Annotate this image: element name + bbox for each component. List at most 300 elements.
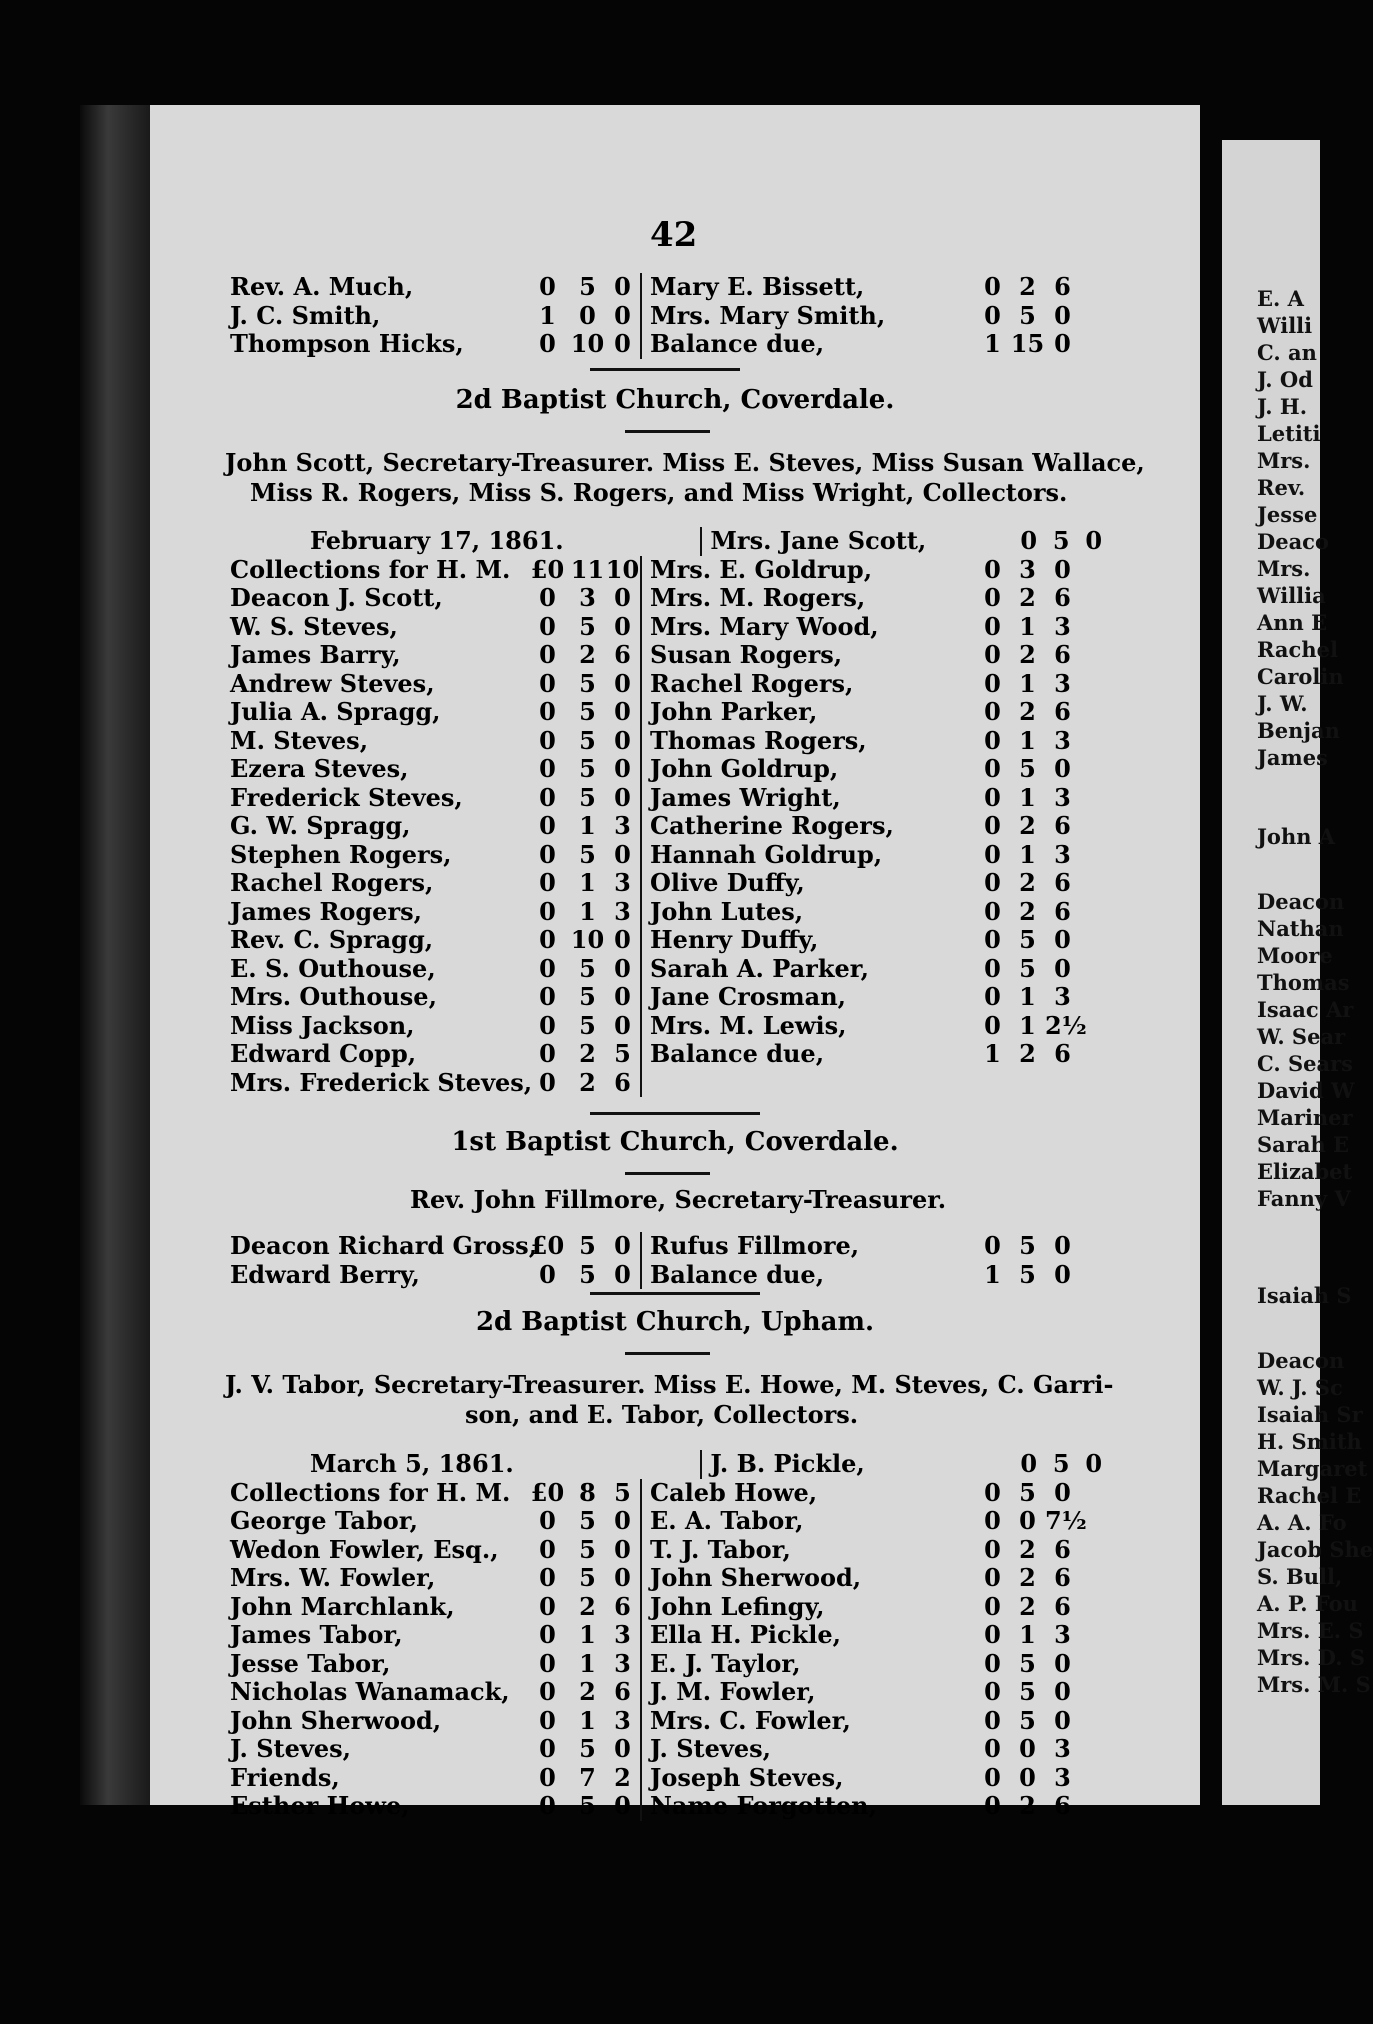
- adjacent-page-line: A. A. Fo: [1257, 1510, 1347, 1535]
- contributor-name: Mrs. Jane Scott,: [710, 526, 927, 555]
- table-row: [230, 698, 1110, 727]
- amount-pence: 6: [1054, 1791, 1071, 1820]
- amount-pounds: 0: [539, 1259, 556, 1289]
- contributor-name: Mrs. M. Lewis,: [650, 1010, 847, 1040]
- contributor-name: John Lutes,: [650, 896, 804, 926]
- amount-pounds: 0: [984, 925, 1001, 954]
- amount-pence: 6: [1054, 640, 1071, 669]
- amount-shillings: 2: [579, 1591, 596, 1621]
- amount-shillings: 5: [1019, 925, 1036, 954]
- amount-shillings: 2: [1019, 896, 1036, 926]
- amount-pence: 3: [614, 811, 631, 840]
- amount-pence: 5: [614, 1477, 631, 1507]
- amount-pence: 6: [1054, 896, 1071, 926]
- column-divider: [640, 584, 642, 613]
- collection-date: March 5, 1861.: [310, 1449, 514, 1478]
- amount-pounds: 0: [984, 583, 1001, 612]
- amount-pence: 6: [1054, 583, 1071, 612]
- amount-pence: 0: [614, 1010, 631, 1040]
- amount-pence: 3: [1054, 725, 1071, 755]
- amount-pounds: 0: [539, 1506, 556, 1535]
- contributor-name: J. B. Pickle,: [710, 1449, 865, 1478]
- contributor-name: Rev. A. Much,: [230, 272, 414, 301]
- adjacent-page-line: Deaco: [1257, 529, 1329, 554]
- contributor-name: Rufus Fillmore,: [650, 1231, 860, 1260]
- table-row: [230, 584, 1110, 613]
- amount-pence: 6: [1054, 1591, 1071, 1621]
- column-divider: [640, 727, 642, 756]
- contributor-name: Rachel Rogers,: [650, 668, 854, 698]
- contributor-name: Mrs. Frederick Steves,: [230, 1067, 533, 1097]
- contributor-name: Wedon Fowler, Esq.,: [230, 1534, 499, 1564]
- amount-pounds: 0: [539, 1591, 556, 1621]
- amount-shillings: 2: [1019, 272, 1036, 301]
- adjacent-page-line: Mrs. M. S: [1257, 1672, 1371, 1697]
- amount-pence: 10: [605, 554, 640, 584]
- amount-pounds: 0: [984, 1477, 1001, 1507]
- contributor-name: Caleb Howe,: [650, 1477, 818, 1507]
- amount-pence: 0: [614, 583, 631, 612]
- amount-pounds: 0: [984, 1677, 1001, 1706]
- amount-shillings: 1: [1019, 982, 1036, 1011]
- section-rule: [590, 368, 740, 371]
- amount-pounds: 0: [984, 953, 1001, 983]
- adjacent-page-line: Sarah E: [1257, 1132, 1350, 1157]
- table-row: [230, 1479, 1110, 1508]
- contributor-name: Balance due,: [650, 1039, 825, 1068]
- amount-pence: 6: [1054, 1534, 1071, 1564]
- amount-shillings: 1: [579, 896, 596, 926]
- section-officers: [225, 1370, 1125, 1430]
- amount-pounds: 0: [984, 1791, 1001, 1820]
- column-divider: [640, 755, 642, 784]
- contributor-name: Frederick Steves,: [230, 782, 463, 812]
- amount-pounds: 0: [539, 982, 556, 1011]
- amount-pence: 0: [1054, 1259, 1071, 1289]
- contributor-name: Mary E. Bissett,: [650, 272, 865, 301]
- amount-pence: 3: [1054, 1762, 1071, 1792]
- section-officers: Rev. John Fillmore, Secretary-Treasurer.: [410, 1185, 947, 1214]
- contributor-name: M. Steves,: [230, 725, 369, 755]
- adjacent-page-fragment: [1222, 140, 1373, 1805]
- amount-pence: 0: [614, 1534, 631, 1564]
- contributor-name: John Marchlank,: [230, 1591, 455, 1621]
- contributor-name: John Lefingy,: [650, 1591, 825, 1621]
- table-row: [230, 613, 1110, 642]
- amount-shillings: 1: [579, 811, 596, 840]
- amount-pounds: 0: [539, 583, 556, 612]
- amount-pounds: 0: [539, 1039, 556, 1068]
- amount-pounds: 0: [539, 1067, 556, 1097]
- adjacent-page-line: J. Od: [1257, 367, 1313, 392]
- adjacent-page-line: Letiti: [1257, 421, 1321, 446]
- adjacent-page-line: Willia: [1257, 583, 1326, 608]
- amount-pounds: 0: [539, 953, 556, 983]
- amount-pounds: 0: [539, 896, 556, 926]
- contributor-name: E. S. Outhouse,: [230, 953, 436, 983]
- contributor-name: Olive Duffy,: [650, 868, 805, 897]
- amount-pounds: 0: [539, 272, 556, 301]
- section-heading: 2d Baptist Church, Upham.: [475, 1307, 875, 1337]
- amount-pence: 0: [614, 668, 631, 698]
- column-divider: [640, 1593, 642, 1622]
- contributor-name: Edward Berry,: [230, 1259, 420, 1289]
- amount-pounds: 0: [539, 697, 556, 726]
- amount-pounds: 0: [984, 272, 1001, 301]
- amount-pence: 2½: [1045, 1010, 1087, 1040]
- contributor-name: Stephen Rogers,: [230, 839, 452, 869]
- amount-pounds: 0: [984, 725, 1001, 755]
- contributor-name: John Parker,: [650, 697, 818, 726]
- table-row: [230, 1040, 1110, 1069]
- column-divider: [640, 926, 642, 955]
- column-divider: [640, 841, 642, 870]
- adjacent-page-line: Benjan: [1257, 718, 1340, 743]
- amount-shillings: 5: [1052, 526, 1070, 555]
- amount-pence: 0: [1054, 1648, 1071, 1678]
- amount-shillings: 5: [1019, 1648, 1036, 1678]
- amount-pounds: 0: [984, 1563, 1001, 1592]
- contributor-name: Esther Howe,: [230, 1791, 410, 1820]
- contributor-name: James Barry,: [230, 640, 401, 669]
- amount-pence: 6: [1054, 272, 1071, 301]
- amount-pounds: £0: [530, 1231, 565, 1260]
- adjacent-page-line: Deacon: [1257, 889, 1345, 914]
- adjacent-page-line: Mrs.: [1257, 556, 1311, 581]
- amount-pence: 0: [614, 611, 631, 641]
- contributor-name: Mrs. M. Rogers,: [650, 583, 866, 612]
- column-divider: [640, 955, 642, 984]
- book-binding: [80, 105, 150, 1805]
- column-divider: [640, 1069, 642, 1098]
- officers-line: son, and E. Tabor, Collectors.: [465, 1400, 859, 1429]
- contributor-name: Hannah Goldrup,: [650, 839, 883, 869]
- amount-shillings: 2: [1019, 868, 1036, 897]
- contributor-name: Thompson Hicks,: [230, 329, 464, 358]
- table-row: [230, 1069, 1110, 1098]
- column-divider: [640, 330, 642, 359]
- contributor-name: Jane Crosman,: [650, 982, 846, 1011]
- amount-pence: 0: [614, 925, 631, 954]
- amount-pounds: 0: [539, 725, 556, 755]
- contributor-name: Deacon Richard Gross,: [230, 1231, 538, 1260]
- amount-pounds: 1: [984, 1259, 1001, 1289]
- amount-shillings: 3: [579, 583, 596, 612]
- amount-pence: 0: [614, 1563, 631, 1592]
- amount-pence: 6: [1054, 1039, 1071, 1068]
- amount-pence: 0: [614, 953, 631, 983]
- amount-pounds: 0: [539, 782, 556, 812]
- contributor-name: Mrs. W. Fowler,: [230, 1563, 436, 1592]
- column-divider: [700, 527, 702, 556]
- amount-shillings: 0: [579, 300, 596, 330]
- contributor-name: Friends,: [230, 1762, 340, 1792]
- amount-pounds: 0: [539, 868, 556, 897]
- amount-pence: 3: [614, 896, 631, 926]
- adjacent-page-line: C. Sears: [1257, 1051, 1353, 1076]
- amount-pounds: £0: [530, 554, 565, 584]
- amount-pounds: 0: [539, 754, 556, 783]
- adjacent-page-line: Isaiah S: [1257, 1283, 1352, 1308]
- contributor-name: Mrs. Mary Smith,: [650, 300, 886, 330]
- officers-line: John Scott, Secretary-Treasurer. Miss E. Steves, Miss Susan Wallace,: [225, 448, 1145, 477]
- amount-shillings: 5: [579, 725, 596, 755]
- amount-shillings: 1: [579, 1620, 596, 1649]
- adjacent-page-line: W. J. Sc: [1257, 1375, 1343, 1400]
- amount-pounds: 0: [1020, 526, 1038, 555]
- column-divider: [640, 1621, 642, 1650]
- amount-pence: 0: [1085, 526, 1103, 555]
- amount-shillings: 2: [579, 640, 596, 669]
- contributor-name: Thomas Rogers,: [650, 725, 867, 755]
- column-divider: [640, 983, 642, 1012]
- contributor-name: Balance due,: [650, 1259, 825, 1289]
- top-section-table: [230, 273, 1110, 359]
- amount-shillings: 5: [1019, 1231, 1036, 1260]
- amount-shillings: 5: [579, 1734, 596, 1763]
- amount-pence: 0: [1054, 1231, 1071, 1260]
- amount-pence: 0: [614, 300, 631, 330]
- amount-pounds: 0: [539, 1734, 556, 1763]
- amount-pounds: 0: [984, 754, 1001, 783]
- adjacent-page-line: Jesse: [1257, 502, 1318, 527]
- contributor-name: Mrs. Mary Wood,: [650, 611, 879, 641]
- table-row: [230, 784, 1110, 813]
- amount-shillings: 5: [579, 272, 596, 301]
- contributor-name: Andrew Steves,: [230, 668, 435, 698]
- amount-pounds: 0: [984, 1506, 1001, 1535]
- contributor-name: Miss Jackson,: [230, 1010, 415, 1040]
- contributor-name: E. J. Taylor,: [650, 1648, 801, 1678]
- table-row: [230, 926, 1110, 955]
- amount-pounds: 0: [984, 640, 1001, 669]
- amount-pence: 7½: [1045, 1506, 1087, 1535]
- amount-pence: 2: [614, 1762, 631, 1792]
- amount-pence: 5: [614, 1039, 631, 1068]
- adjacent-page-line: Mrs. E. S: [1257, 1618, 1364, 1643]
- table-row: [230, 302, 1110, 331]
- amount-pence: 0: [1085, 1449, 1103, 1478]
- amount-shillings: 0: [1019, 1506, 1036, 1535]
- table-row: [230, 727, 1110, 756]
- amount-shillings: 1: [1019, 1620, 1036, 1649]
- amount-shillings: 0: [1019, 1762, 1036, 1792]
- amount-pence: 6: [614, 640, 631, 669]
- contributor-name: Henry Duffy,: [650, 925, 819, 954]
- amount-pounds: 0: [539, 611, 556, 641]
- amount-pence: 0: [1054, 1705, 1071, 1735]
- amount-pence: 0: [614, 1231, 631, 1260]
- column-divider: [640, 898, 642, 927]
- table-row: [230, 1764, 1110, 1793]
- amount-pounds: 0: [984, 1762, 1001, 1792]
- amount-shillings: 0: [1019, 1734, 1036, 1763]
- amount-shillings: 2: [579, 1039, 596, 1068]
- amount-pounds: 0: [984, 1231, 1001, 1260]
- table-row: [230, 1564, 1110, 1593]
- adjacent-page-line: Mrs. D. S: [1257, 1645, 1366, 1670]
- amount-pounds: 0: [984, 1620, 1001, 1649]
- column-divider: [640, 1507, 642, 1536]
- amount-pounds: 0: [984, 896, 1001, 926]
- section-rule: [625, 1352, 710, 1355]
- column-divider: [640, 1479, 642, 1508]
- section4-table: [230, 1450, 1110, 1821]
- amount-pence: 0: [1054, 754, 1071, 783]
- amount-pounds: 0: [539, 1563, 556, 1592]
- officers-line: Miss R. Rogers, Miss S. Rogers, and Miss Wright, Collectors.: [250, 478, 1068, 507]
- amount-pence: 0: [1054, 1477, 1071, 1507]
- column-divider: [640, 273, 642, 302]
- amount-shillings: 10: [570, 925, 605, 954]
- contributor-name: Collections for H. M.: [230, 554, 511, 584]
- adjacent-page-line: E. A: [1257, 286, 1304, 311]
- amount-pounds: 0: [539, 839, 556, 869]
- column-divider: [640, 784, 642, 813]
- amount-pence: 3: [1054, 1620, 1071, 1649]
- amount-pence: 3: [1054, 782, 1071, 812]
- amount-pounds: 0: [984, 839, 1001, 869]
- amount-pounds: 0: [984, 554, 1001, 584]
- amount-pence: 0: [614, 839, 631, 869]
- amount-shillings: 5: [1019, 754, 1036, 783]
- contributor-name: Catherine Rogers,: [650, 811, 894, 840]
- contributor-name: Name Forgotten,: [650, 1791, 877, 1820]
- table-row: [230, 1621, 1110, 1650]
- amount-pounds: 0: [539, 1705, 556, 1735]
- amount-shillings: 2: [1019, 583, 1036, 612]
- amount-pence: 0: [614, 272, 631, 301]
- contributor-name: James Wright,: [650, 782, 841, 812]
- amount-pence: 6: [614, 1591, 631, 1621]
- table-row: [230, 1650, 1110, 1679]
- adjacent-page-line: S. Bull,: [1257, 1564, 1343, 1589]
- table-row: [230, 1593, 1110, 1622]
- adjacent-page-line: Willi: [1257, 313, 1313, 338]
- contributor-name: John Goldrup,: [650, 754, 839, 783]
- amount-shillings: 5: [579, 953, 596, 983]
- amount-shillings: 3: [1019, 554, 1036, 584]
- amount-pounds: 0: [984, 668, 1001, 698]
- amount-pounds: 0: [984, 611, 1001, 641]
- adjacent-page-line: Carolin: [1257, 664, 1344, 689]
- table-row: [230, 273, 1110, 302]
- table-row: [230, 1450, 1110, 1479]
- adjacent-page-line: H. Smith: [1257, 1429, 1362, 1454]
- amount-pence: 0: [614, 697, 631, 726]
- amount-shillings: 5: [579, 839, 596, 869]
- amount-pence: 0: [614, 1506, 631, 1535]
- amount-pence: 0: [1054, 953, 1071, 983]
- section-rule: [625, 430, 710, 433]
- adjacent-page-line: A. P. Fou: [1257, 1591, 1358, 1616]
- section-heading: 1st Baptist Church, Coverdale.: [451, 1127, 899, 1157]
- adjacent-page-line: Ann E: [1257, 610, 1328, 635]
- table-row: [230, 898, 1110, 927]
- amount-pounds: 0: [1020, 1449, 1038, 1478]
- table-row: [230, 955, 1110, 984]
- adjacent-page-line: Moore: [1257, 943, 1333, 968]
- column-divider: [700, 1450, 702, 1479]
- column-divider: [640, 670, 642, 699]
- contributor-name: James Tabor,: [230, 1620, 403, 1649]
- amount-pounds: 0: [539, 1648, 556, 1678]
- amount-pence: 6: [614, 1677, 631, 1706]
- table-row: [230, 1678, 1110, 1707]
- contributor-name: Rev. C. Spragg,: [230, 925, 434, 954]
- amount-shillings: 2: [1019, 811, 1036, 840]
- amount-pounds: 0: [984, 1648, 1001, 1678]
- amount-pounds: 0: [539, 1534, 556, 1564]
- column-divider: [640, 1707, 642, 1736]
- amount-pence: 3: [1054, 668, 1071, 698]
- amount-pence: 0: [614, 782, 631, 812]
- collection-date: February 17, 1861.: [310, 526, 564, 555]
- contributor-name: T. J. Tabor,: [650, 1534, 791, 1564]
- amount-pence: 3: [1054, 839, 1071, 869]
- table-row: [230, 1261, 1110, 1290]
- column-divider: [640, 812, 642, 841]
- amount-pounds: 0: [984, 300, 1001, 330]
- contributor-name: Mrs. Outhouse,: [230, 982, 437, 1011]
- column-divider: [640, 302, 642, 331]
- table-row: [230, 1792, 1110, 1821]
- amount-pence: 6: [614, 1067, 631, 1097]
- amount-pence: 0: [1054, 1677, 1071, 1706]
- column-divider: [640, 1678, 642, 1707]
- contributor-name: Ezera Steves,: [230, 754, 409, 783]
- contributor-name: J. Steves,: [650, 1734, 771, 1763]
- column-divider: [640, 1764, 642, 1793]
- amount-pounds: 0: [539, 1010, 556, 1040]
- amount-shillings: 5: [1019, 953, 1036, 983]
- contributor-name: Julia A. Spragg,: [230, 697, 441, 726]
- amount-shillings: 1: [1019, 1010, 1036, 1040]
- amount-pounds: 1: [539, 300, 556, 330]
- amount-pounds: 0: [539, 925, 556, 954]
- amount-shillings: 5: [579, 1791, 596, 1820]
- table-row: [230, 641, 1110, 670]
- contributor-name: John Sherwood,: [650, 1563, 862, 1592]
- adjacent-page-line: Deacon: [1257, 1348, 1345, 1373]
- amount-shillings: 1: [1019, 782, 1036, 812]
- adjacent-page-line: James: [1257, 745, 1328, 770]
- table-row: [230, 841, 1110, 870]
- page-number: 42: [650, 215, 698, 255]
- contributor-name: Ella H. Pickle,: [650, 1620, 841, 1649]
- amount-shillings: 1: [1019, 725, 1036, 755]
- table-row: [230, 869, 1110, 898]
- amount-pence: 0: [1054, 925, 1071, 954]
- column-divider: [640, 1012, 642, 1041]
- spacer: [1222, 1309, 1320, 1347]
- amount-pence: 3: [1054, 1734, 1071, 1763]
- amount-shillings: 2: [1019, 640, 1036, 669]
- amount-pounds: 0: [539, 640, 556, 669]
- amount-shillings: 5: [579, 982, 596, 1011]
- amount-pounds: 0: [539, 329, 556, 358]
- column-divider: [640, 1261, 642, 1290]
- adjacent-page-line: J. H.: [1257, 394, 1308, 419]
- amount-shillings: 7: [579, 1762, 596, 1792]
- amount-shillings: 5: [579, 1259, 596, 1289]
- amount-shillings: 2: [1019, 1039, 1036, 1068]
- officers-line: J. V. Tabor, Secretary-Treasurer. Miss E. Howe, M. Steves, C. Garri-: [225, 1370, 1114, 1399]
- amount-shillings: 2: [1019, 1563, 1036, 1592]
- amount-pounds: 1: [984, 329, 1001, 358]
- column-divider: [640, 1536, 642, 1565]
- adjacent-page-line: Rachel: [1257, 637, 1338, 662]
